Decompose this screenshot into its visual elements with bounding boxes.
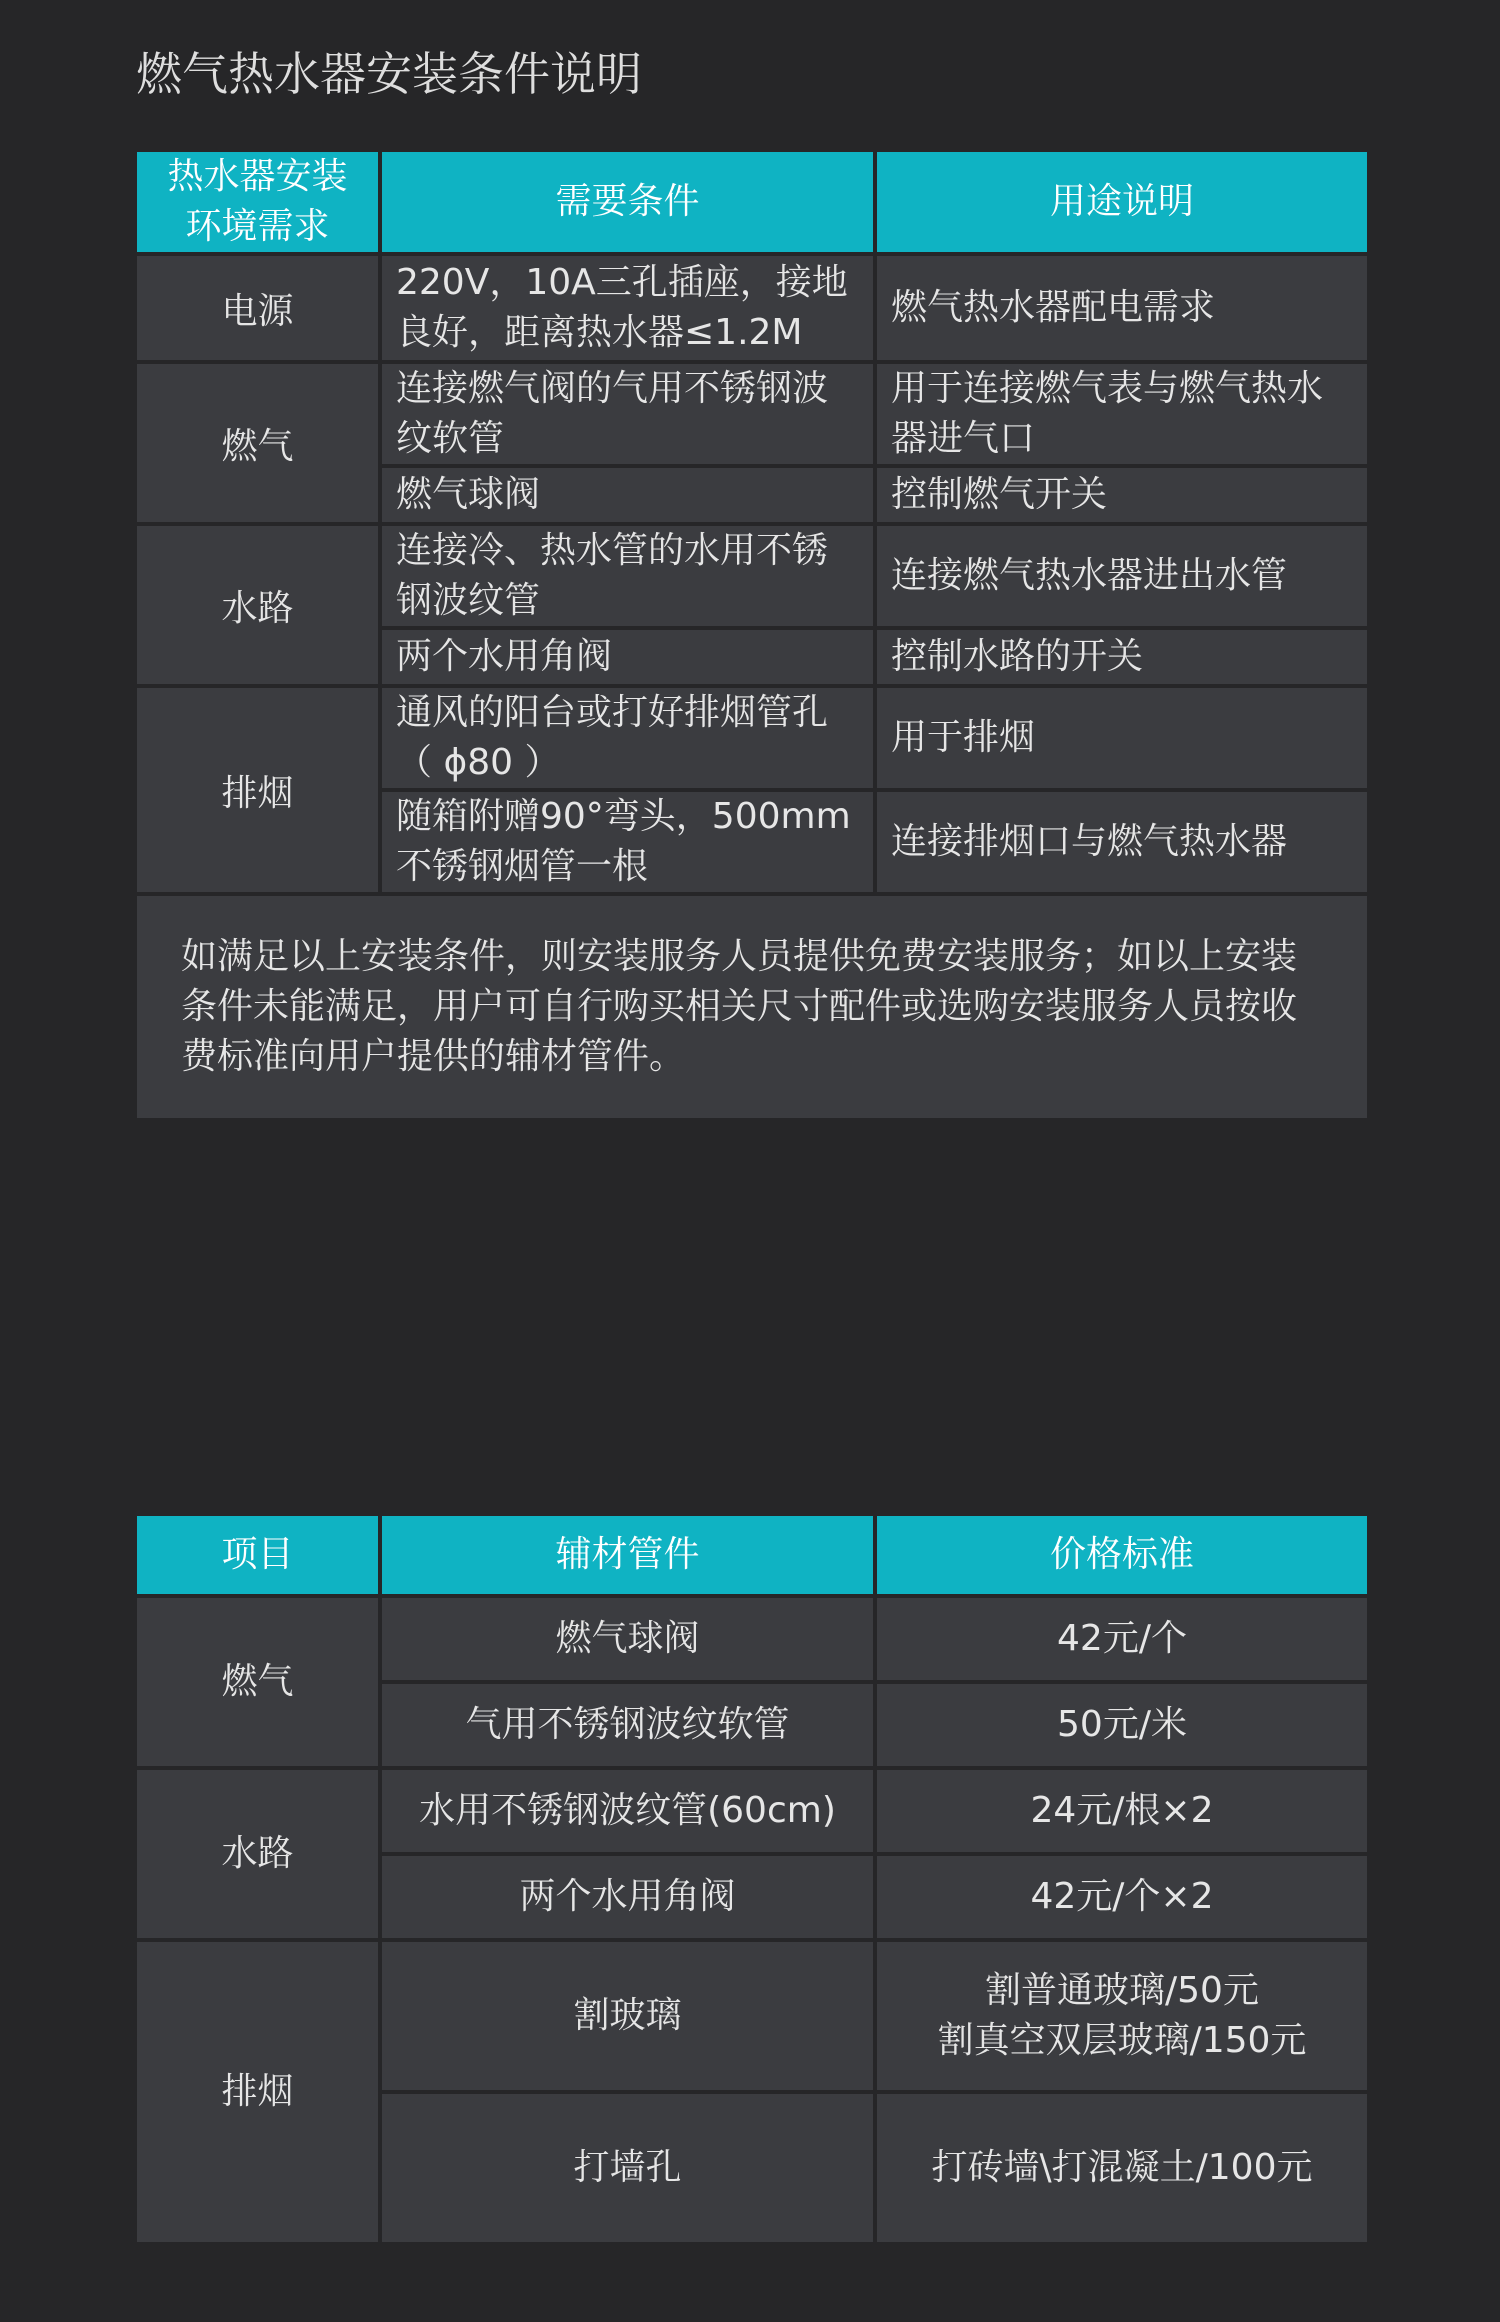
requirement-cell: 220V，10A三孔插座，接地良好，距离热水器≤1.2M (382, 256, 873, 360)
category-cell: 燃气 (137, 364, 378, 522)
price-cell: 42元/个×2 (877, 1856, 1367, 1938)
header-requirement: 需要条件 (382, 152, 873, 252)
price-cell: 打砖墙\打混凝土/100元 (877, 2094, 1367, 2242)
installation-note: 如满足以上安装条件，则安装服务人员提供免费安装服务；如以上安装条件未能满足，用户可自行购买相关尺寸配件或选购安装服务人员按收费标准向用户提供的辅材管件。 (137, 896, 1367, 1118)
requirement-cell: 随箱附赠90°弯头，500mm不锈钢烟管一根 (382, 792, 873, 892)
usage-cell: 用于排烟 (877, 688, 1367, 788)
category-cell: 水路 (137, 526, 378, 684)
material-cell: 气用不锈钢波纹软管 (382, 1684, 873, 1766)
header-material: 辅材管件 (382, 1516, 873, 1594)
price-cell (877, 1942, 1367, 2090)
price-line: 割普通玻璃/50元 (985, 1970, 1259, 2011)
table-header-row (137, 152, 1367, 252)
table-row (137, 1770, 1367, 1852)
header-usage: 用途说明 (877, 152, 1367, 252)
installation-conditions-table (133, 148, 1371, 1122)
table-header-row (137, 1516, 1367, 1594)
category-cell: 排烟 (137, 1942, 378, 2242)
usage-cell: 用于连接燃气表与燃气热水器进气口 (877, 364, 1367, 464)
requirement-cell: 两个水用角阀 (382, 630, 873, 684)
material-cell: 两个水用角阀 (382, 1856, 873, 1938)
page-title: 燃气热水器安装条件说明 (136, 47, 642, 101)
price-cell: 50元/米 (877, 1684, 1367, 1766)
price-cell: 24元/根×2 (877, 1770, 1367, 1852)
material-cell: 割玻璃 (382, 1942, 873, 2090)
requirement-cell: 燃气球阀 (382, 468, 873, 522)
price-cell: 42元/个 (877, 1598, 1367, 1680)
material-cell: 水用不锈钢波纹管(60cm) (382, 1770, 873, 1852)
category-cell: 燃气 (137, 1598, 378, 1766)
category-cell: 电源 (137, 256, 378, 360)
header-environment: 热水器安装环境需求 (137, 152, 378, 252)
usage-cell: 连接排烟口与燃气热水器 (877, 792, 1367, 892)
material-price-table (133, 1512, 1371, 2246)
usage-cell: 燃气热水器配电需求 (877, 256, 1367, 360)
table-row (137, 1942, 1367, 2090)
requirement-cell: 连接燃气阀的气用不锈钢波纹软管 (382, 364, 873, 464)
requirement-cell: 连接冷、热水管的水用不锈钢波纹管 (382, 526, 873, 626)
material-cell: 打墙孔 (382, 2094, 873, 2242)
material-cell: 燃气球阀 (382, 1598, 873, 1680)
note-row (137, 896, 1367, 1118)
table-row (137, 526, 1367, 626)
table-row (137, 364, 1367, 464)
table-row (137, 688, 1367, 788)
header-price: 价格标准 (877, 1516, 1367, 1594)
table-row (137, 256, 1367, 360)
price-line: 割真空双层玻璃/150元 (937, 2020, 1307, 2061)
usage-cell: 控制燃气开关 (877, 468, 1367, 522)
header-item: 项目 (137, 1516, 378, 1594)
usage-cell: 连接燃气热水器进出水管 (877, 526, 1367, 626)
requirement-cell: 通风的阳台或打好排烟管孔（ ϕ80 ） (382, 688, 873, 788)
category-cell: 水路 (137, 1770, 378, 1938)
usage-cell: 控制水路的开关 (877, 630, 1367, 684)
table-row (137, 1598, 1367, 1680)
category-cell: 排烟 (137, 688, 378, 892)
